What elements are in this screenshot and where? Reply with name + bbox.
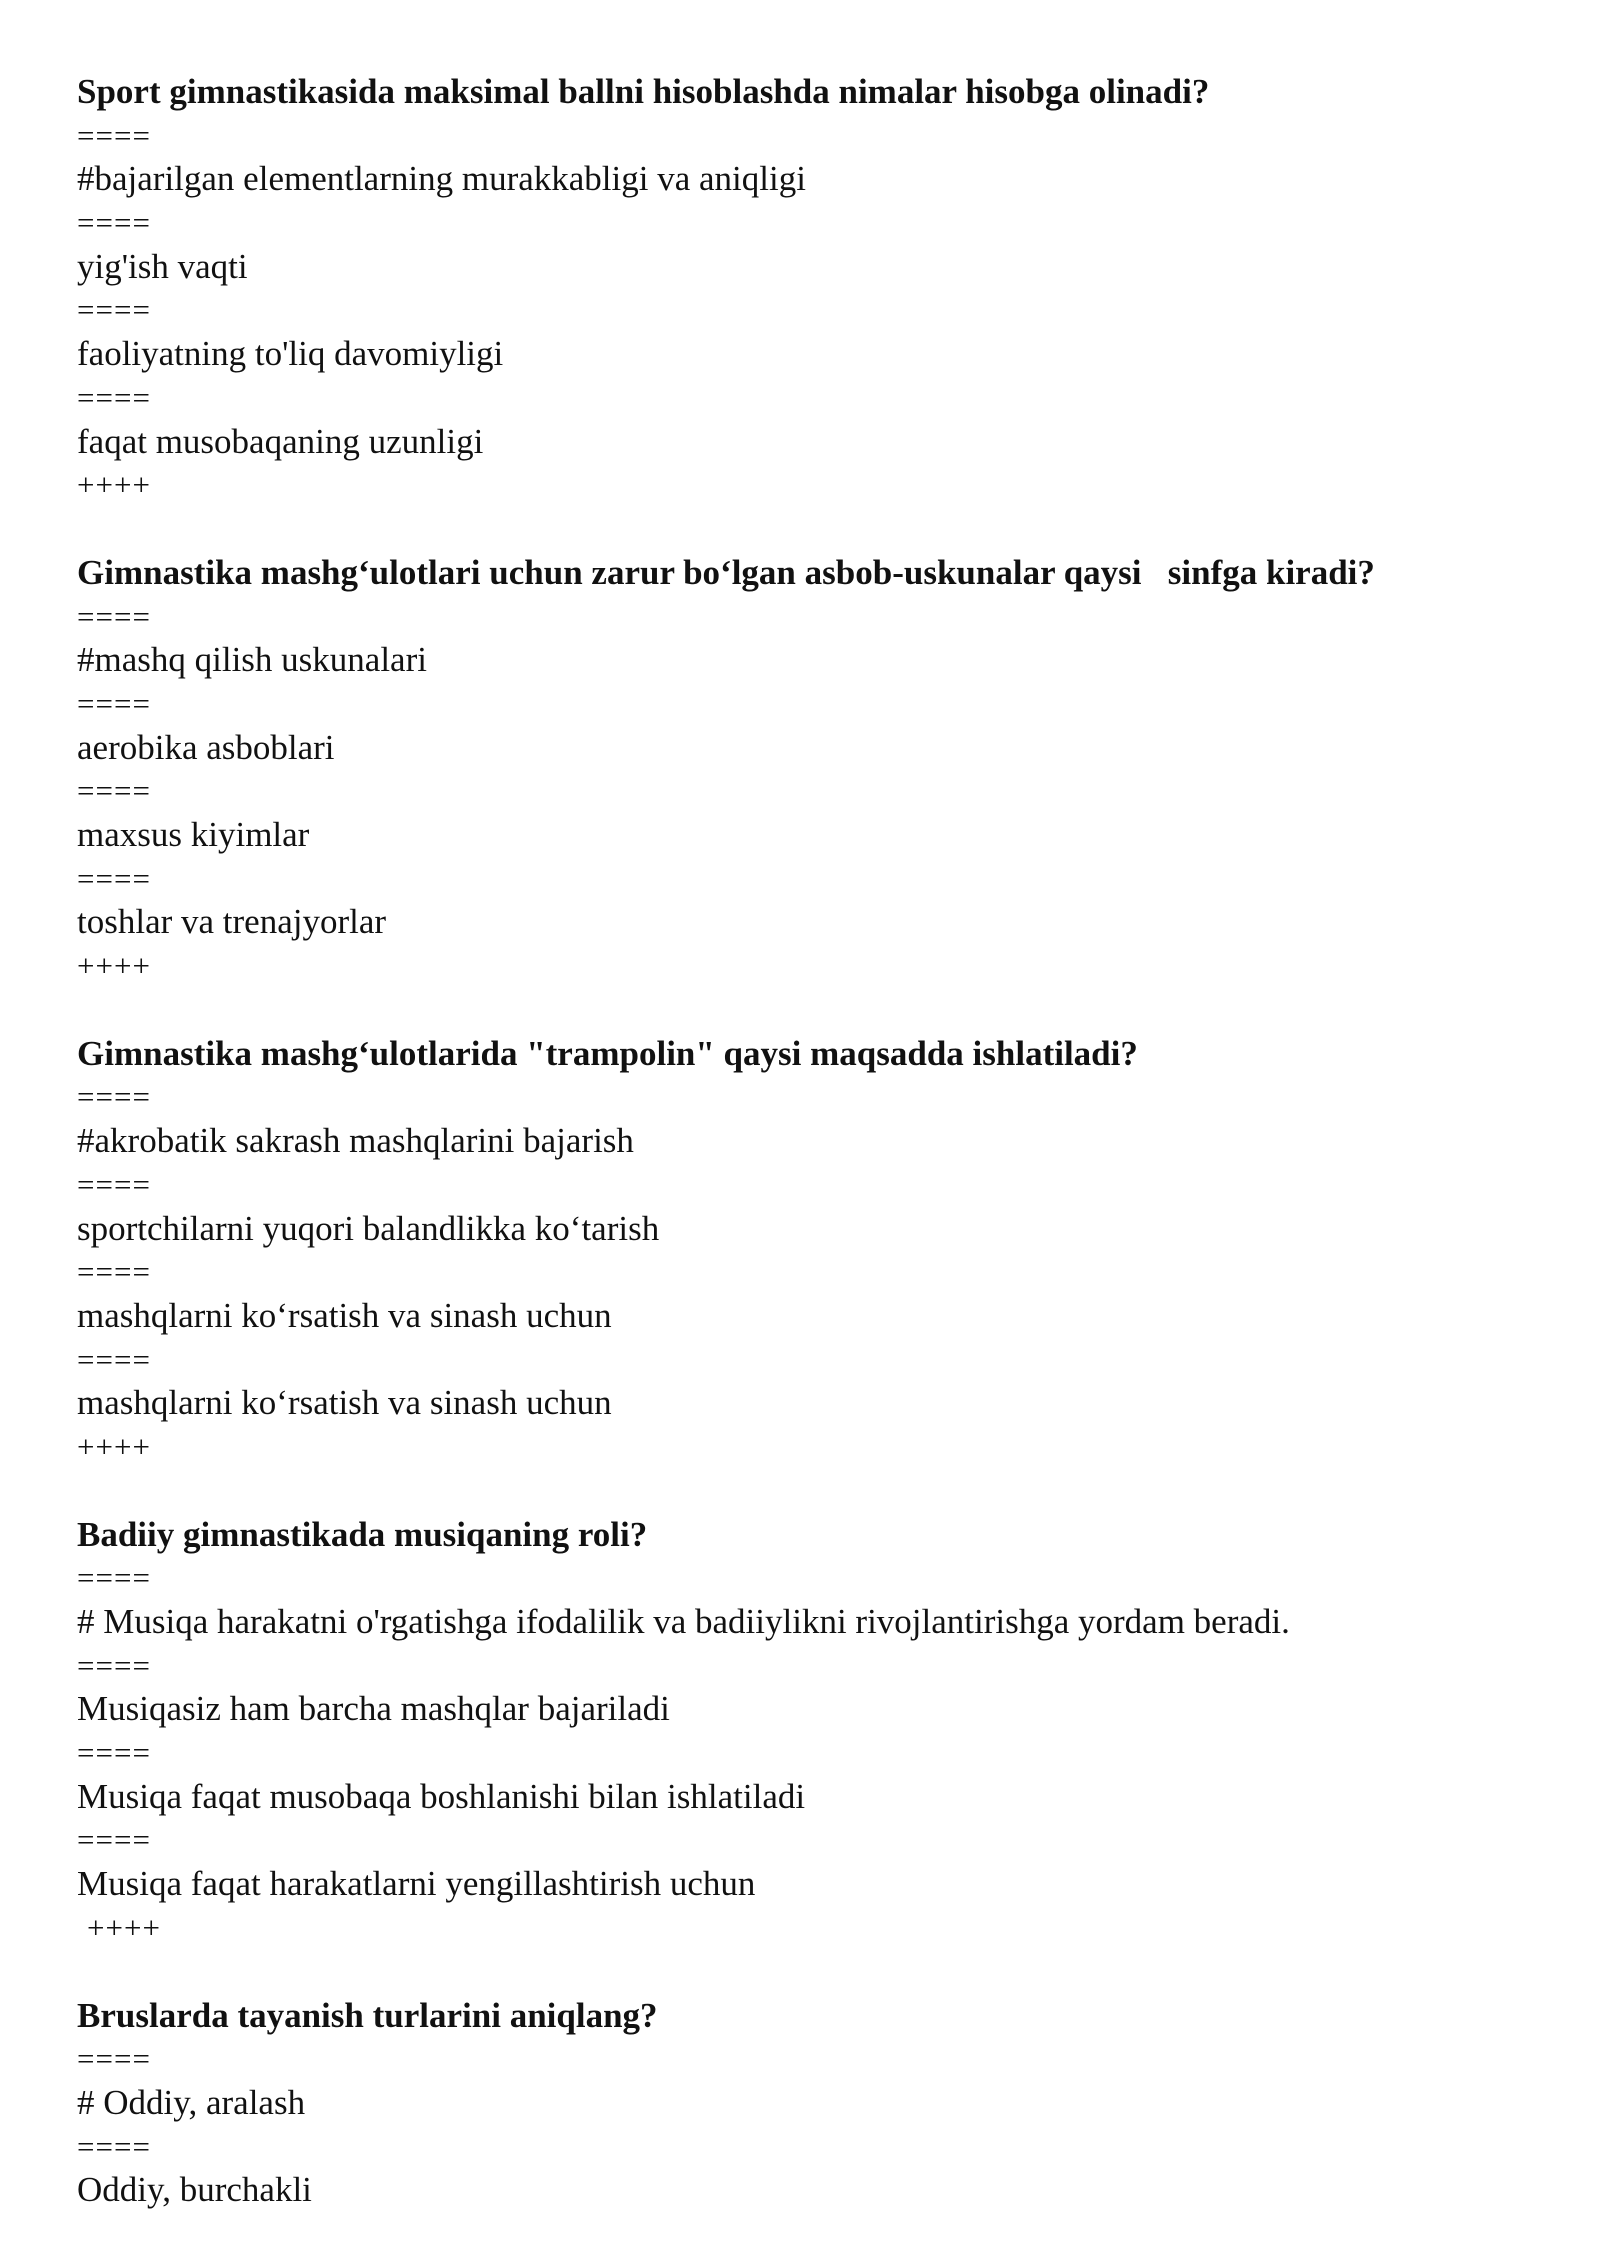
question-text: Gimnastika mashg‘ulotlari uchun zarur bo‘lgan asbob-uskunalar qaysi sinfga kiradi? — [77, 552, 1375, 592]
question-block — [77, 1513, 1557, 1950]
question-terminator: ++++ — [77, 1428, 151, 1464]
answer-option: Musiqasiz ham barcha mashqlar bajariladi — [77, 1689, 670, 1729]
answer-option: faoliyatning to'liq davomiyligi — [77, 334, 504, 374]
separator: ==== — [77, 1560, 151, 1596]
separator: ==== — [77, 2041, 151, 2077]
separator: ==== — [77, 1647, 151, 1683]
answer-option: # Oddiy, aralash — [77, 2082, 306, 2122]
separator: ==== — [77, 860, 151, 896]
separator: ==== — [77, 1079, 151, 1115]
answer-option: Oddiy, burchakli — [77, 2170, 312, 2210]
answer-option: sportchilarni yuqori balandlikka ko‘tarish — [77, 1208, 660, 1248]
separator: ==== — [77, 1341, 151, 1377]
answer-option: Musiqa faqat harakatlarni yengillashtirish uchun — [77, 1864, 756, 1904]
question-text: Badiiy gimnastikada musiqaning roli? — [77, 1514, 648, 1554]
answer-option: # Musiqa harakatni o'rgatishga ifodalilik va badiiylikni rivojlantirishga yordam beradi. — [77, 1602, 1290, 1641]
answer-option: #mashq qilish uskunalari — [77, 640, 427, 680]
question-text: Sport gimnastikasida maksimal ballni hisoblashda nimalar hisobga olinadi? — [77, 72, 1210, 111]
answer-option: toshlar va trenajyorlar — [77, 902, 387, 942]
question-text: Bruslarda tayanish turlarini aniqlang? — [77, 1995, 658, 2035]
answer-option: maxsus kiyimlar — [77, 815, 310, 854]
answer-option: mashqlarni ko‘rsatish va sinash uchun — [77, 1295, 612, 1335]
answer-option: #akrobatik sakrash mashqlarini bajarish — [77, 1121, 634, 1161]
document-page — [77, 70, 1557, 2256]
separator: ==== — [77, 379, 151, 415]
separator: ==== — [77, 1822, 151, 1858]
separator: ==== — [77, 1735, 151, 1771]
answer-option: yig'ish vaqti — [77, 246, 248, 286]
question-block — [77, 70, 1557, 507]
separator: ==== — [77, 1166, 151, 1202]
separator: ==== — [77, 685, 151, 721]
answer-option: aerobika asboblari — [77, 727, 335, 767]
question-text: Gimnastika mashg‘ulotlarida "trampolin" qaysi maqsadda ishlatiladi? — [77, 1033, 1138, 1073]
answer-option: faqat musobaqaning uzunligi — [77, 421, 484, 461]
answer-option: mashqlarni ko‘rsatish va sinash uchun — [77, 1383, 612, 1423]
question-block — [77, 551, 1557, 988]
question-block — [77, 1032, 1557, 1469]
question-terminator: ++++ — [77, 948, 151, 984]
separator: ==== — [77, 773, 151, 809]
question-terminator: ++++ — [87, 1909, 161, 1945]
separator: ==== — [77, 598, 151, 634]
separator: ==== — [77, 292, 151, 328]
question-block — [77, 1994, 1557, 2212]
answer-option: Musiqa faqat musobaqa boshlanishi bilan ishlatiladi — [77, 1776, 806, 1816]
separator: ==== — [77, 117, 151, 153]
separator: ==== — [77, 1254, 151, 1290]
separator: ==== — [77, 2128, 151, 2164]
question-terminator: ++++ — [77, 467, 151, 503]
separator: ==== — [77, 205, 151, 241]
answer-option: #bajarilgan elementlarning murakkabligi va aniqligi — [77, 159, 806, 199]
